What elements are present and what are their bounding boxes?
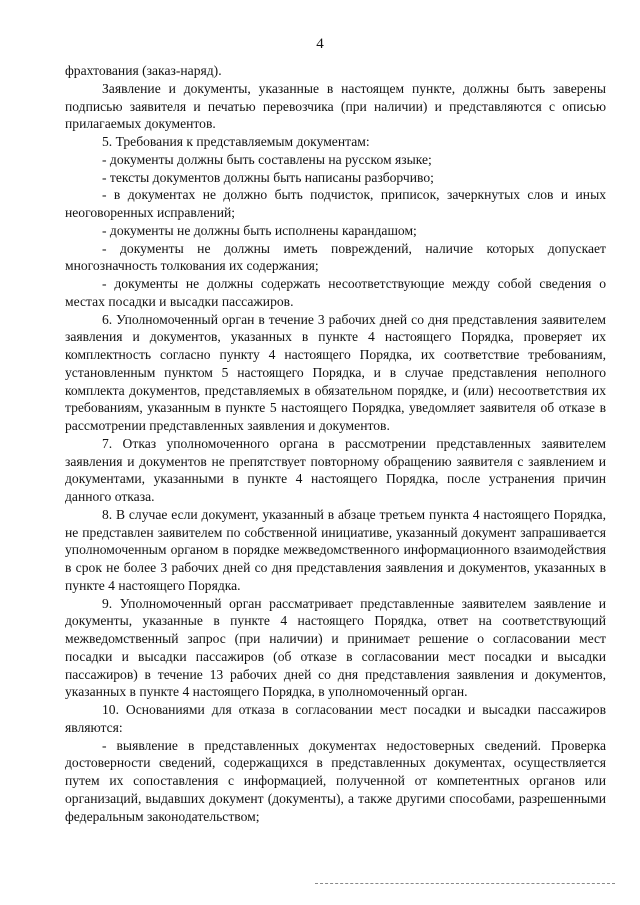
paragraph-item-6: 6. Уполномоченный орган в течение 3 рабочих дней со дня представления заявителем заявления и документов, указанных в пункте 4 настоящего Порядка, проверяет их комплектность согласно пункту 4 настоящего Порядка, их соответствие требованиям, установленным пунктом 5 настоящего Порядка, и в случае представления неполного комплекта документов, представляемых в обязательном порядке, и (или) несоответствия их требованиям, указанным в пункте 5 настоящего Порядка, уведомляет заявителя об отказе в рассмотрении представленных заявления и документов. xyxy=(65,311,606,433)
list-item-language: - документы должны быть составлены на русском языке; xyxy=(102,151,432,167)
list-item-no-damage: - документы не должны иметь повреждений, наличие которых допускает многозначность толкования их содержания; xyxy=(65,240,606,274)
paragraph-certification: Заявление и документы, указанные в настоящем пункте, должны быть заверены подписью заявителя и печатью перевозчика (при наличии) и представляются с описью прилагаемых документов. xyxy=(65,80,606,132)
list-item-no-pencil: - документы не должны быть исполнены карандашом; xyxy=(102,222,417,238)
list-item-false-data: - выявление в представленных документах недостоверных сведений. Проверка достоверности сведений, содержащихся в представленных документах, осуществляется путем их сопоставления с информацией, полученной от компетентных органов или организаций, выдавших документ (документы), а также другими способами, разрешенными федеральным законодательством; xyxy=(65,737,606,824)
list-item-consistent-data: - документы не должны содержать несоответствующие между собой сведения о местах посадки и высадки пассажиров. xyxy=(65,276,606,309)
paragraph-item-7: 7. Отказ уполномоченного органа в рассмотрении представленных заявителем заявления и документов не препятствует повторному обращению заявителя с заявлением и документами, указанными в пункте 4 настоящего Порядка, после устранения причин данного отказа. xyxy=(65,435,606,504)
page-number: 4 xyxy=(316,36,324,52)
paragraph-item-10: 10. Основаниями для отказа в согласовании мест посадки и высадки пассажиров являются: xyxy=(65,702,606,735)
list-item-legible: - тексты документов должны быть написаны разборчиво; xyxy=(102,169,434,185)
document-body xyxy=(65,62,606,825)
paragraph-item-8: 8. В случае если документ, указанный в абзаце третьем пункта 4 настоящего Порядка, не представлен заявителем по собственной инициативе, указанный документ запрашивается уполномоченным органом в порядке межведомственного информационного взаимодействия в срок не более 3 рабочих дней со дня представления заявления и документов, указанных в пункте 4 настоящего Порядка. xyxy=(65,506,606,593)
paragraph-item-5: 5. Требования к представляемым документам: xyxy=(102,134,370,149)
paragraph-continuation: фрахтования (заказ-наряд). xyxy=(65,63,222,78)
footer-divider xyxy=(315,883,615,884)
list-item-no-corrections: - в документах не должно быть подчисток, приписок, зачеркнутых слов и иных неоговоренных исправлений; xyxy=(65,187,606,220)
paragraph-item-9: 9. Уполномоченный орган рассматривает представленные заявителем заявление и документы, указанные в пункте 4 настоящего Порядка, ответ на соответствующий межведомственный запрос (при наличии) и принимает решение о согласовании мест посадки и высадки пассажиров (об отказе в согласовании мест посадки и высадки пассажиров) в течение 13 рабочих дней со дня представления заявления и документов, указанных в пункте 4 настоящего Порядка, в уполномоченный орган. xyxy=(65,595,606,700)
